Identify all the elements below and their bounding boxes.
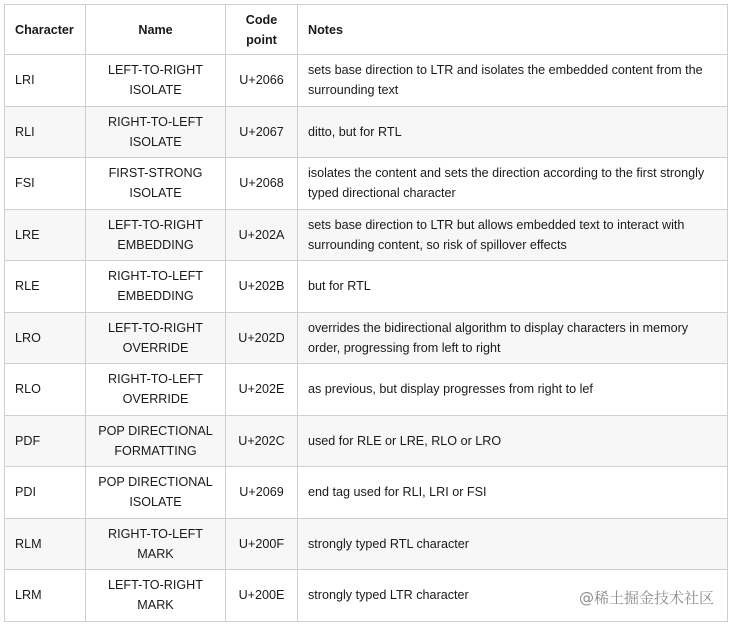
bidi-control-table xyxy=(4,4,728,622)
cell-name: LEFT-TO-RIGHT EMBEDDING xyxy=(86,209,226,261)
cell-character: LRI xyxy=(5,55,86,107)
table-row xyxy=(5,106,728,158)
cell-character: LRE xyxy=(5,209,86,261)
table-row xyxy=(5,415,728,467)
cell-code-point: U+2066 xyxy=(226,55,298,107)
cell-name: LEFT-TO-RIGHT ISOLATE xyxy=(86,55,226,107)
cell-code-point: U+202A xyxy=(226,209,298,261)
cell-name: RIGHT-TO-LEFT ISOLATE xyxy=(86,106,226,158)
cell-character: RLM xyxy=(5,518,86,570)
cell-character: RLI xyxy=(5,106,86,158)
cell-notes: strongly typed RTL character xyxy=(298,518,728,570)
cell-character: PDI xyxy=(5,467,86,519)
cell-notes: isolates the content and sets the direction according to the first strongly typed directional character xyxy=(298,158,728,210)
cell-name: LEFT-TO-RIGHT MARK xyxy=(86,570,226,622)
cell-character: LRM xyxy=(5,570,86,622)
header-character: Character xyxy=(5,5,86,55)
cell-name: FIRST-STRONG ISOLATE xyxy=(86,158,226,210)
cell-notes: as previous, but display progresses from right to lef xyxy=(298,364,728,416)
cell-name: POP DIRECTIONAL FORMATTING xyxy=(86,415,226,467)
table-row xyxy=(5,364,728,416)
cell-name: POP DIRECTIONAL ISOLATE xyxy=(86,467,226,519)
header-notes: Notes xyxy=(298,5,728,55)
table-row xyxy=(5,55,728,107)
cell-name: RIGHT-TO-LEFT OVERRIDE xyxy=(86,364,226,416)
watermark: @稀土掘金技术社区 xyxy=(578,589,714,607)
cell-character: FSI xyxy=(5,158,86,210)
cell-name: LEFT-TO-RIGHT OVERRIDE xyxy=(86,312,226,364)
cell-notes: used for RLE or LRE, RLO or LRO xyxy=(298,415,728,467)
cell-character: RLO xyxy=(5,364,86,416)
cell-code-point: U+2067 xyxy=(226,106,298,158)
table-row xyxy=(5,158,728,210)
cell-code-point: U+2069 xyxy=(226,467,298,519)
cell-code-point: U+202B xyxy=(226,261,298,313)
cell-character: RLE xyxy=(5,261,86,313)
table-row xyxy=(5,209,728,261)
cell-character: PDF xyxy=(5,415,86,467)
cell-code-point: U+200E xyxy=(226,570,298,622)
cell-notes: ditto, but for RTL xyxy=(298,106,728,158)
cell-code-point: U+202D xyxy=(226,312,298,364)
cell-character: LRO xyxy=(5,312,86,364)
table-row xyxy=(5,312,728,364)
cell-name: RIGHT-TO-LEFT MARK xyxy=(86,518,226,570)
cell-code-point: U+202C xyxy=(226,415,298,467)
header-name: Name xyxy=(86,5,226,55)
table-row xyxy=(5,467,728,519)
cell-name: RIGHT-TO-LEFT EMBEDDING xyxy=(86,261,226,313)
cell-code-point: U+202E xyxy=(226,364,298,416)
cell-code-point: U+2068 xyxy=(226,158,298,210)
cell-notes: sets base direction to LTR and isolates the embedded content from the surrounding text xyxy=(298,55,728,107)
cell-notes: but for RTL xyxy=(298,261,728,313)
table-row xyxy=(5,261,728,313)
cell-notes: sets base direction to LTR but allows embedded text to interact with surrounding content, so risk of spillover effects xyxy=(298,209,728,261)
table-row xyxy=(5,518,728,570)
header-code-point: Code point xyxy=(226,5,298,55)
table-header-row xyxy=(5,5,728,55)
cell-code-point: U+200F xyxy=(226,518,298,570)
cell-notes: overrides the bidirectional algorithm to display characters in memory order, progressing from left to right xyxy=(298,312,728,364)
cell-notes: end tag used for RLI, LRI or FSI xyxy=(298,467,728,519)
cell-notes: strongly typed LTR character xyxy=(298,570,728,622)
